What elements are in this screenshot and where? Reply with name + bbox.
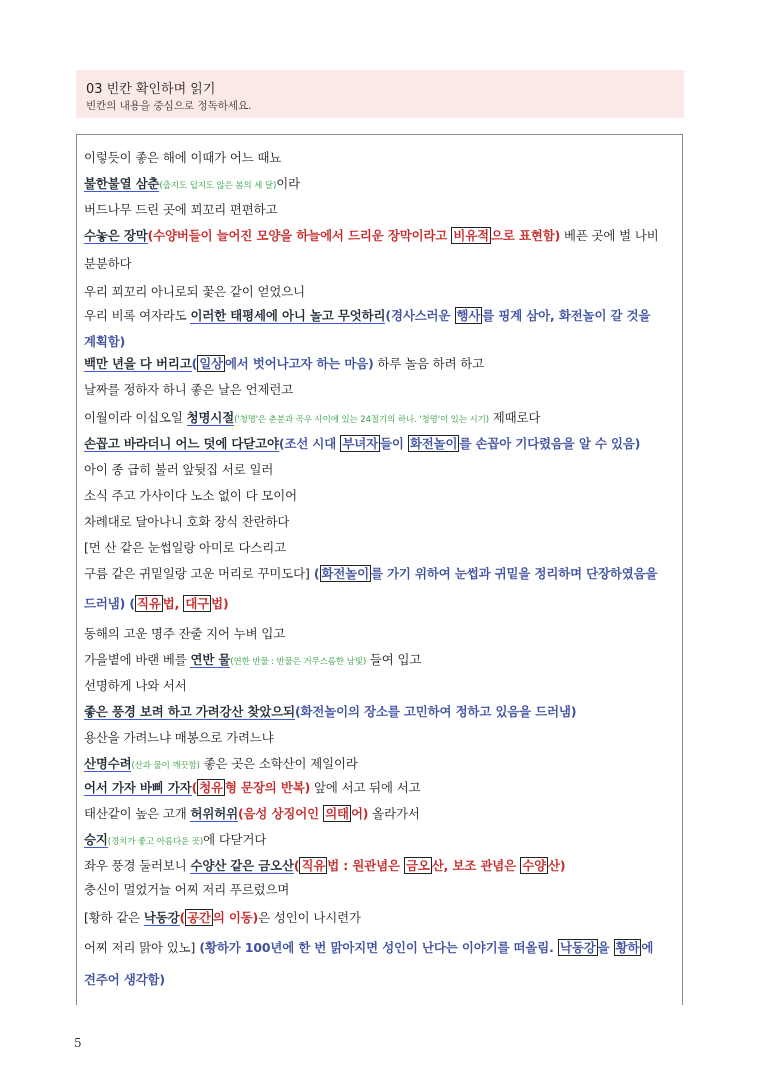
text-segment: 손꼽고 바라더니 어느 덧에 다닫고야 [84, 436, 279, 451]
text-line [84, 308, 650, 324]
text-segment: 차례대로 달아나니 호화 장식 찬란하다 [84, 514, 290, 529]
text-segment: 황하 [615, 940, 640, 955]
text-segment: (산과 물이 깨끗함) [131, 761, 200, 771]
text-segment: ( [179, 910, 186, 925]
text-segment: ( [191, 780, 198, 795]
text-line [84, 436, 640, 452]
text-segment: 견주어 생각함) [84, 972, 165, 987]
text-segment: 허위허위 [190, 806, 238, 821]
text-line [84, 704, 576, 720]
text-segment: (조선 시대 [278, 436, 341, 451]
text-segment: 낙동강 [559, 940, 596, 955]
text-segment: 화전놀이 [321, 566, 369, 581]
text-line [84, 730, 274, 746]
text-segment: (연한 반물 : 반물은 거무스름한 남빛) [230, 657, 367, 667]
text-segment: 연반 물 [190, 652, 231, 667]
text-segment: 태산같이 높은 고개 [84, 806, 191, 821]
text-segment: 으로 표현함) [491, 228, 561, 243]
text-segment: 우리 비록 여자라도 [84, 308, 191, 323]
text-segment: 이월이라 이십오일 [84, 410, 187, 425]
text-segment: 충신이 멀었거늘 어찌 저리 푸르렀으며 [84, 882, 290, 897]
text-line [84, 972, 165, 988]
section-subtitle: 빈칸의 내용을 중심으로 정독하세요. [86, 100, 252, 112]
text-segment: 계획함) [84, 334, 126, 349]
text-line [84, 540, 286, 556]
text-segment: 불한불열 삼춘 [84, 176, 160, 191]
text-segment: 좋은 풍경 보려 하고 가려강산 찾았으되 [84, 704, 295, 719]
text-segment: 에 다닫거다 [203, 832, 267, 847]
text-line [84, 806, 420, 822]
text-segment: 이렇듯이 좋은 해에 이때가 어느 때뇨 [84, 150, 282, 165]
text-segment: 날짜를 정하자 하니 좋은 날은 언제런고 [84, 382, 294, 397]
text-segment: 공간 [187, 910, 211, 925]
text-segment: 베픈 곳에 벌 나비 [560, 228, 659, 243]
text-segment: 수양 [522, 858, 547, 873]
text-segment: 법, [162, 596, 184, 611]
text-segment: ( [293, 858, 300, 873]
text-segment: 백만 년을 다 버리고 [84, 356, 192, 371]
text-segment: 동해의 고운 명주 잔줄 지어 누벼 입고 [84, 626, 286, 641]
text-segment: 버드나무 드린 곳에 꾀꼬리 편편하고 [84, 202, 278, 217]
text-line [84, 566, 657, 582]
page-number: 5 [74, 1036, 82, 1050]
text-segment: 산, 보조 관념은 [431, 858, 521, 873]
text-segment: 분분하다 [84, 256, 132, 271]
text-segment: (수양버들이 늘어진 모양을 하늘에서 드리운 장막이라고 [147, 228, 452, 243]
text-segment: 화전놀이 [409, 436, 458, 451]
text-segment: (음성 상징어인 [237, 806, 324, 821]
text-line [84, 284, 305, 300]
text-line [84, 596, 229, 612]
text-segment: 어서 가자 바삐 가자 [84, 780, 192, 795]
text-segment: 금오 [406, 858, 430, 873]
text-segment: 비유적 [453, 228, 490, 243]
text-line [84, 410, 540, 428]
text-segment: 부녀자 [342, 436, 378, 451]
text-segment: 행사 [456, 308, 481, 323]
text-segment: 를 가기 위하여 눈썹과 귀밑을 정리하며 단장하였음을 [370, 566, 658, 581]
text-segment: 청유 [199, 780, 223, 795]
text-segment: 들이 [379, 436, 408, 451]
text-segment: 청명시절 [186, 410, 235, 425]
text-segment: 에 [641, 940, 654, 955]
text-segment: (경치가 좋고 아름다운 곳) [107, 837, 204, 847]
text-line [84, 334, 125, 350]
text-segment: 앞에 서고 뒤에 서고 [310, 780, 421, 795]
text-line [84, 858, 565, 874]
text-segment: ( [191, 356, 198, 371]
text-line [84, 256, 131, 272]
text-segment: 좌우 풍경 둘러보니 [84, 858, 191, 873]
text-segment: [먼 산 같은 눈썹일랑 아미로 다스리고 [84, 540, 286, 555]
text-segment: 구름 같은 귀밑일랑 고운 머리로 꾸미도다] [84, 566, 310, 581]
text-line [84, 356, 484, 372]
text-segment: (춥지도 덥지도 않은 봄의 세 달) [159, 181, 277, 191]
text-segment: 산) [548, 858, 566, 873]
text-segment: 가을볕에 바랜 베를 [84, 652, 191, 667]
text-line [84, 488, 297, 504]
text-segment: 어) [350, 806, 369, 821]
text-segment: (황하가 100년에 한 번 맑아지면 성인이 난다는 이야기를 떠올림. [195, 940, 558, 955]
text-segment: ('청명'은 춘분과 곡우 사이에 있는 24절기의 하나. '청명'이 있는 시기) [234, 415, 489, 425]
text-segment: 낙동강 [143, 910, 180, 925]
text-segment: 법) [211, 596, 229, 611]
text-segment: 에서 벗어나고자 하는 마음) [224, 356, 374, 371]
text-line [84, 882, 289, 898]
text-segment: 를 핑계 삼아, 화전놀이 갈 것을 [482, 308, 651, 323]
text-segment: 이라 [276, 176, 300, 191]
text-segment: 산명수려 [84, 756, 132, 771]
text-segment: 좋은 곳은 소학산이 제일이라 [199, 756, 358, 771]
text-segment: 올라가서 [368, 806, 420, 821]
text-line [84, 462, 273, 478]
text-segment: 수놓은 장막 [84, 228, 148, 243]
text-segment: 의 이동) [212, 910, 259, 925]
text-segment: 하루 놀음 하려 하고 [373, 356, 485, 371]
section-header [76, 70, 684, 118]
text-line [84, 228, 659, 244]
text-segment: 이러한 태평세에 아니 놀고 무엇하리 [190, 308, 386, 323]
text-segment: 법 : 원관념은 [327, 858, 405, 873]
text-segment: (경사스러운 [385, 308, 455, 323]
text-segment: (화전놀이의 장소를 고민하여 정하고 있음을 드러냄) [294, 704, 577, 719]
text-segment: 직유 [301, 858, 326, 873]
text-segment: 을 [597, 940, 614, 955]
text-segment: 대구 [185, 596, 210, 611]
text-line [84, 382, 293, 398]
text-line [84, 780, 420, 796]
text-segment: 선명하게 나와 서서 [84, 678, 187, 693]
text-segment: 제때로다 [488, 410, 541, 425]
text-line [84, 832, 266, 850]
text-line [84, 910, 361, 926]
text-segment: 수양산 같은 금오산 [190, 858, 294, 873]
section-title: 03 빈칸 확인하며 읽기 [86, 82, 216, 97]
text-segment: 일상 [199, 356, 223, 371]
text-segment: ( [309, 566, 320, 581]
text-segment: 소식 주고 가사이다 노소 없이 다 모이어 [84, 488, 297, 503]
text-line [84, 202, 277, 218]
text-line [84, 150, 281, 166]
text-segment: 형 문장의 반복) [224, 780, 311, 795]
text-segment: 아이 종 급히 불러 앞뒷집 서로 일러 [84, 462, 274, 477]
text-segment: 드러냄) ( [84, 596, 135, 611]
text-segment: 어찌 저리 맑아 있노] [84, 940, 196, 955]
text-line [84, 678, 187, 694]
text-line [84, 626, 285, 642]
text-line [84, 652, 421, 670]
text-line [84, 514, 289, 530]
text-line [84, 756, 358, 774]
text-segment: 직유 [136, 596, 161, 611]
text-segment: 를 손꼽아 기다렸음을 알 수 있음) [459, 436, 641, 451]
text-segment: [황하 같은 [84, 910, 144, 925]
text-segment: 승지 [84, 832, 108, 847]
text-segment: 들여 입고 [366, 652, 422, 667]
text-segment: 의태 [325, 806, 349, 821]
text-line [84, 176, 300, 194]
text-segment: 우리 꾀꼬리 아니로되 꽃은 같이 얻었으니 [84, 284, 305, 299]
text-segment: 용산을 가려느냐 매봉으로 가려느냐 [84, 730, 274, 745]
text-line [84, 940, 653, 956]
text-segment: 은 성인이 나시련가 [258, 910, 361, 925]
